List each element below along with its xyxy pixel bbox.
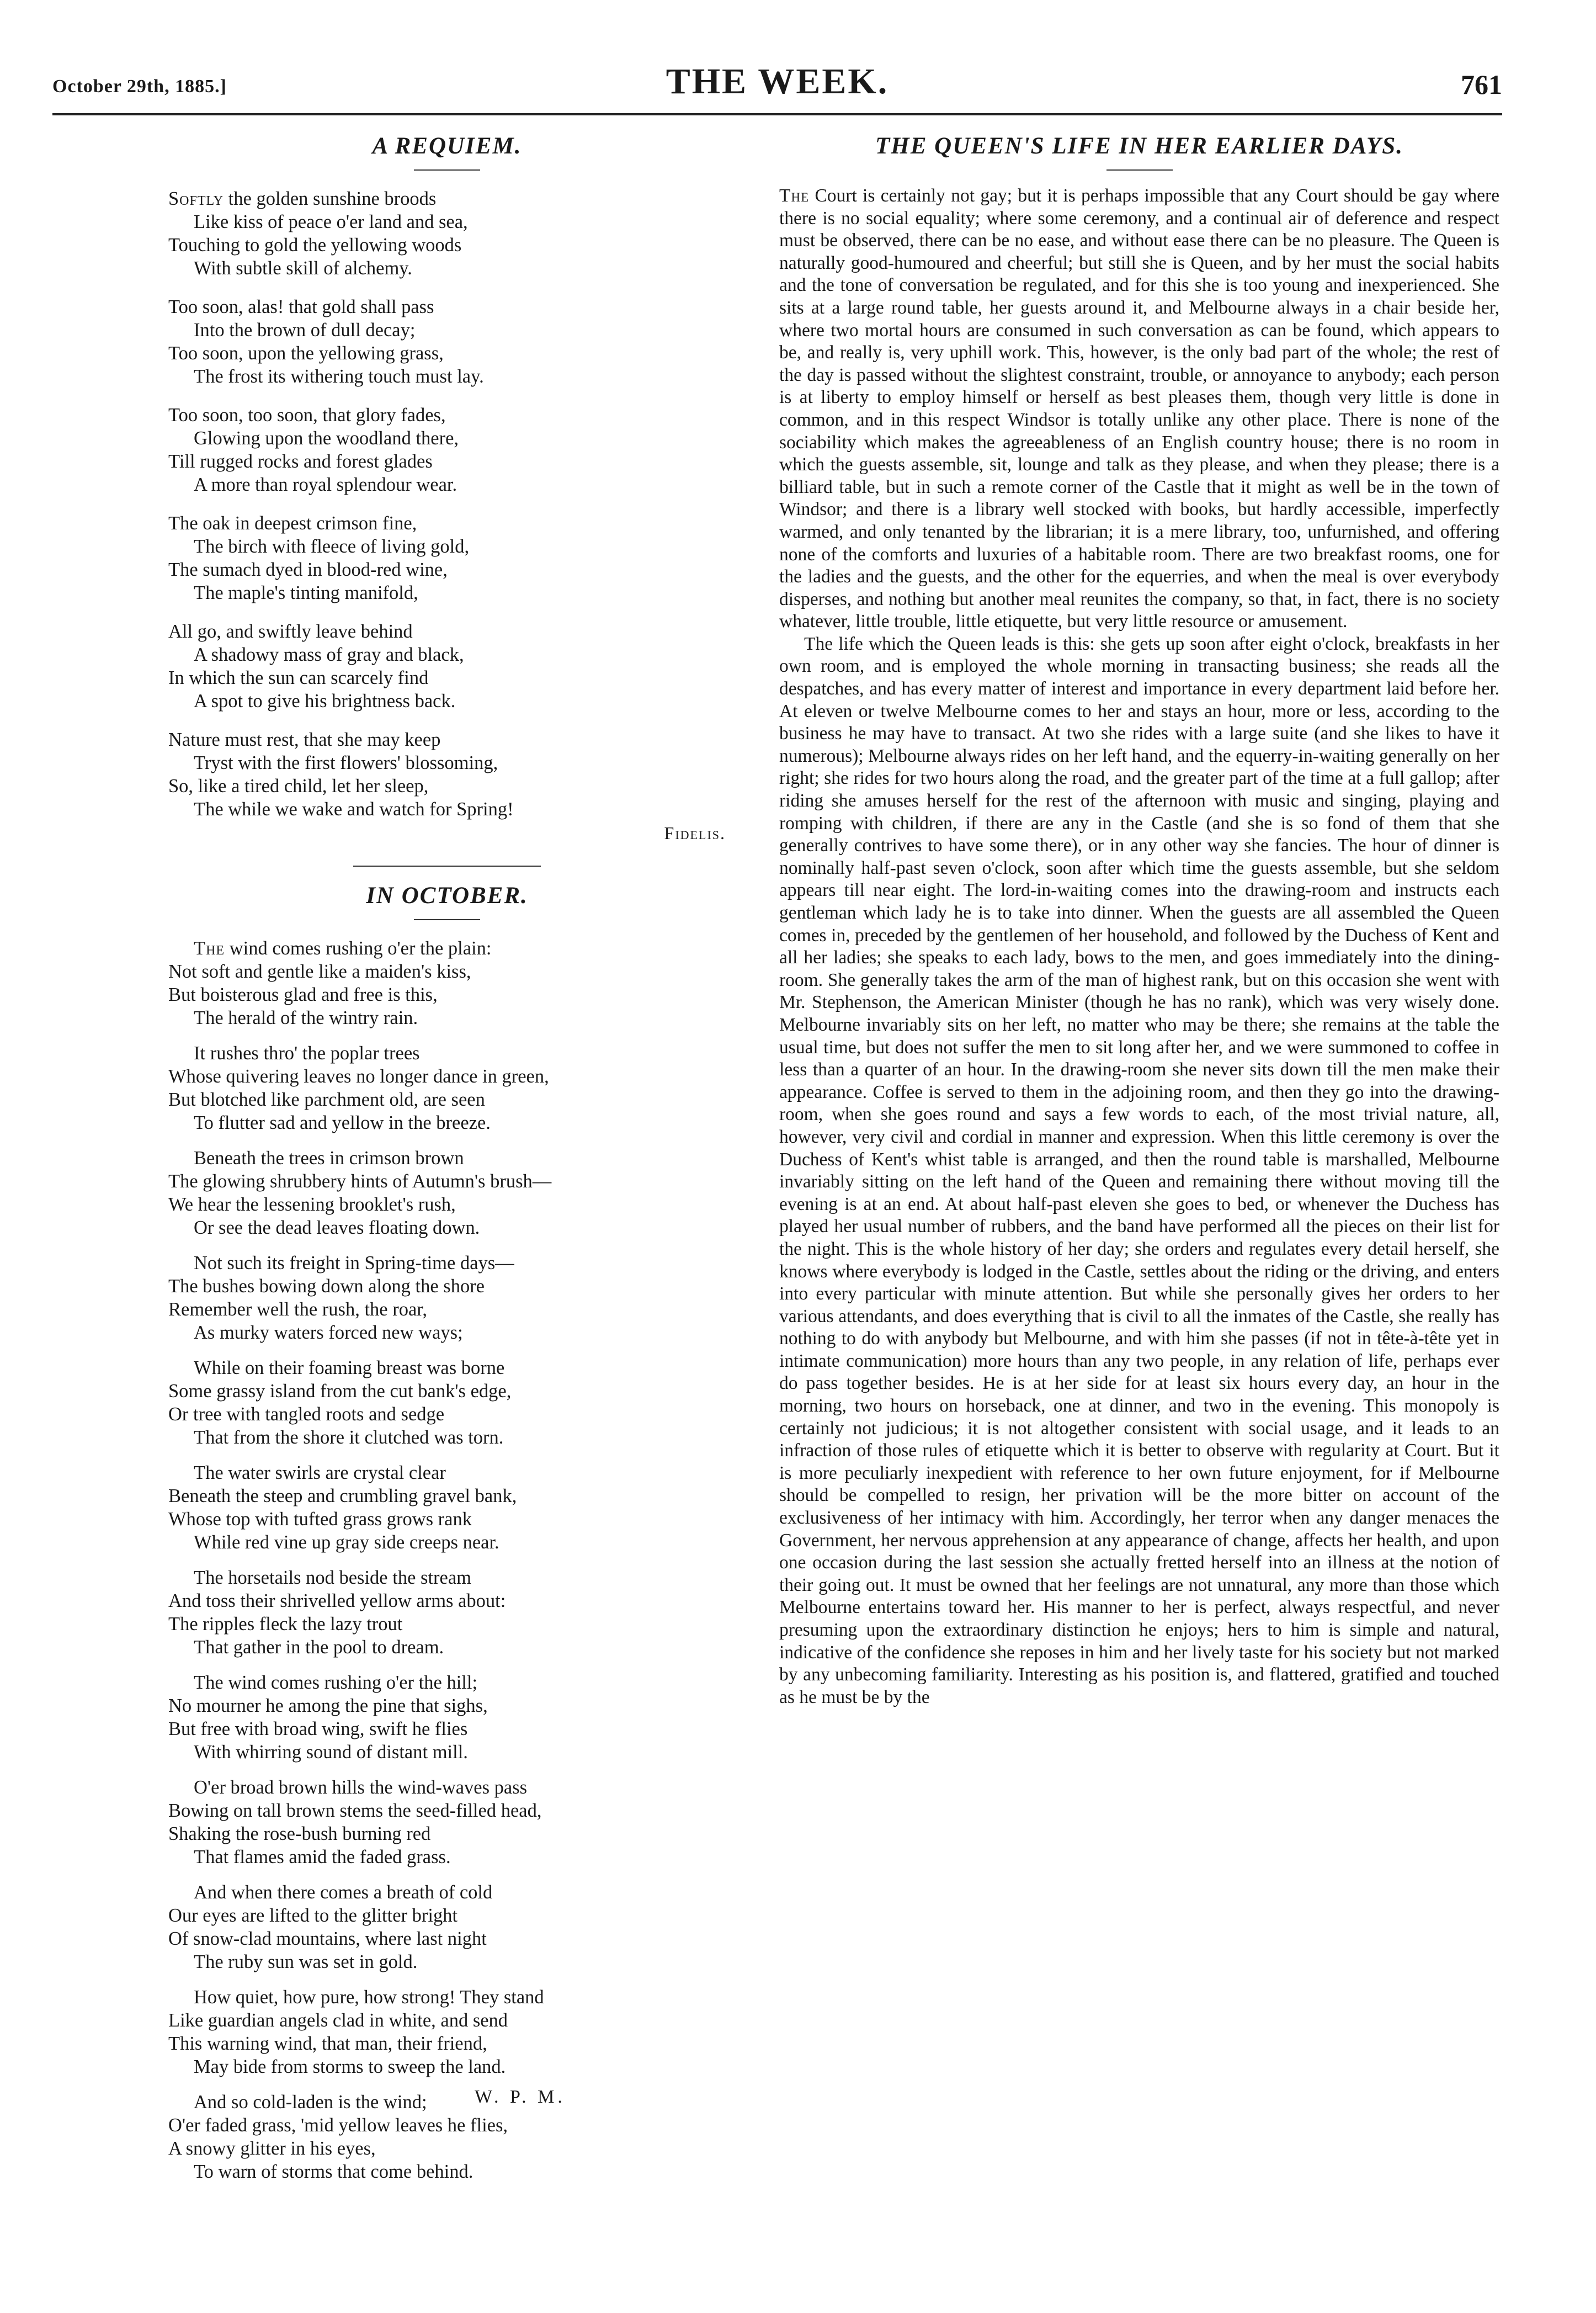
october-stanza <box>168 1881 726 1974</box>
october-stanza <box>168 1671 726 1764</box>
poem-line: While on their foaming breast was borne <box>194 1357 505 1378</box>
poem-line: So, like a tired child, let her sleep, <box>168 776 429 797</box>
poem-line: Touching to gold the yellowing woods <box>168 235 462 256</box>
title-rule <box>414 169 480 171</box>
poem-line: The ripples fleck the lazy trout <box>168 1614 403 1635</box>
october-stanza <box>168 1251 726 1344</box>
poem-line: Shaking the rose-bush burning red <box>168 1823 431 1844</box>
poem-line: Not such its freight in Spring-time days— <box>194 1253 514 1274</box>
poem-line: A spot to give his brightness back. <box>194 691 456 712</box>
essay-paragraph: The life which the Queen leads is this: she gets up soon after eight o'clock, breakfasts in her own room, and is employed the whole morning in transacting business; she reads all the despatches, and has every matter of interest and importance in every department laid before her. At eleven or twelve Melbourne comes to her and stays an hour, more or less, according to the business he may have to transact. At two she rides with a large suite (and she likes to have it numerous); Melbourne always rides on her left hand, and the equerry-in-waiting generally on her right; she rides for two hours along the road, and the greater part of the time at a full gallop; after riding she amuses herself for the rest of the afternoon with music and singing, playing and romping with children, if there are any in the Castle (and she is so fond of them that she generally contrives to have some there), or in any other way she fancies. The hour of dinner is nominally half-past seven o'clock, soon after which time the guests assemble, but she seldom appears till near eight. The lord-in-waiting comes into the drawing-room and instructs each gentleman which lady he is to take into dinner. When the guests are all assembled the Queen comes in, preceded by the gentlemen of her household, and followed by the Duchess of Kent and all her ladies; she speaks to each lady, bows to the men, and goes immediately into the dining-room. She generally takes the arm of the man of highest rank, but on this occasion she went with Mr. Stephenson, the American Minister (though he has no rank), which was very wisely done. Melbourne invariably sits on her left, no matter who may be there; she remains at the table the usual time, but does not suffer the men to sit long after her, and we were summoned to coffee in less than a quarter of an hour. In the drawing-room she never sits down till the men make their appearance. Coffee is served to them in the adjoining room, and then they go into the drawing-room, when she goes round and says a few words to each, of the most trivial nature, all, however, very civil and cordial in manner and expression. When this little ceremony is over the Duchess of Kent's whist table is arranged, and then the round table is marshalled, Melbourne invariably sitting on the left hand of the Queen and remaining there without moving till the evening is at an end. At about half-past eleven she goes to bed, or whenever the Duchess has played her usual number of rubbers, and the band have performed all the pieces on their list for the night. This is the whole history of her day; she orders and regulates every detail herself, she knows where everybody is lodged in the Castle, settles about the riding or the driving, and enters into every particular with minute attention. But while she personally gives her orders to her various attendants, and does everything that is civil to all the inmates of the Castle, she really has nothing to do with anybody but Melbourne, and with him she passes (if not in tête-à-tête yet in intimate communication) more hours than any two people, in any relation of life, perhaps ever do pass together besides. He is at her side for at least six hours every day, an hour in the morning, two hours on horseback, one at dinner, and two in the evening. This monopoly is certainly not judicious; it is not altogether consistent with social usage, and it leads to an infraction of those rules of etiquette which it is better to observe with regularity at Court. But it is more peculiarly inexpedient with reference to her own future enjoyment, for if Melbourne should be compelled to resign, her privation will be the more bitter on account of the exclusiveness of her intimacy with him. Accordingly, her terror when any danger menaces the Government, her nervous apprehension at any appearance of change, affects her health, and upon one occasion during the last session she actually fretted herself into an illness at the notion of their going out. It must be owned that her feelings are not unnatural, any more than those which Melbourne entertains toward her. His manner to her is perfect, always respectful, and never presuming upon the extraordinary distinction he enjoys; hers to him is simple and natural, indicative of the confidence she reposes in him and her lively taste for his society but not marked by any unbecoming familiarity. Interesting as his position is, and flattered, gratified and touched as he must be by the <box>779 633 1499 1707</box>
poem-line: The herald of the wintry rain. <box>194 1007 418 1028</box>
poem-line: To flutter sad and yellow in the breeze. <box>194 1112 491 1133</box>
masthead-rule <box>52 113 1502 115</box>
poem-line: The horsetails nod beside the stream <box>194 1567 471 1588</box>
poem-line: With whirring sound of distant mill. <box>194 1742 468 1763</box>
poem-line: Our eyes are lifted to the glitter bright <box>168 1905 458 1926</box>
requiem-stanza <box>168 512 726 604</box>
poem-line: No mourner he among the pine that sighs, <box>168 1695 488 1716</box>
october-stanza <box>168 1147 726 1239</box>
poem-line: But boisterous glad and free is this, <box>168 984 438 1005</box>
poem-line: The wind comes rushing o'er the plain: <box>194 938 492 959</box>
poem-line: Like kiss of peace o'er land and sea, <box>194 211 468 232</box>
poem-line: The glowing shrubbery hints of Autumn's brush— <box>168 1171 552 1192</box>
poem-line: That from the shore it clutched was torn. <box>194 1427 504 1448</box>
poem-line: The wind comes rushing o'er the hill; <box>194 1672 478 1693</box>
poem-line: All go, and swiftly leave behind <box>168 621 413 642</box>
poem-line: Beneath the steep and crumbling gravel bank, <box>168 1486 517 1506</box>
essay-title: THE QUEEN'S LIFE IN HER EARLIER DAYS. <box>875 133 1403 159</box>
requiem-signature: Fidelis. <box>664 823 726 843</box>
requiem-title: A REQUIEM. <box>372 133 522 159</box>
page-number: 761 <box>1461 69 1502 100</box>
requiem-stanza <box>168 295 726 388</box>
poem-line: O'er faded grass, 'mid yellow leaves he flies, <box>168 2115 508 2136</box>
poem-line: A snowy glitter in his eyes, <box>168 2138 376 2159</box>
poem-line: And toss their shrivelled yellow arms about: <box>168 1590 506 1611</box>
october-stanza <box>168 1566 726 1659</box>
poem-line: Or tree with tangled roots and sedge <box>168 1404 445 1425</box>
poem-line: The oak in deepest crimson fine, <box>168 513 417 534</box>
poem-line: The water swirls are crystal clear <box>194 1462 446 1483</box>
poem-line: But free with broad wing, swift he flies <box>168 1718 468 1739</box>
poem-line: And when there comes a breath of cold <box>194 1882 493 1903</box>
poem-line: Beneath the trees in crimson brown <box>194 1148 464 1169</box>
poem-line: Nature must rest, that she may keep <box>168 729 441 750</box>
poem-line: In which the sun can scarcely find <box>168 667 429 688</box>
essay-paragraph: The Court is certainly not gay; but it is perhaps impossible that any Court should be gay where there is no social equality; where some ceremony, and a continual air of deference and respect must be observed, there can be no ease, and without ease there can be no pleasure. The Queen is naturally good-humoured and cheerful; but still she is Queen, and by her must the social habits and the tone of conversation be regulated, and for this she is too young and inexperienced. She sits at a large round table, her guests around it, and Melbourne always in a chair beside her, where two mortal hours are consumed in such conversation as can be found, which appears to be, and really is, very uphill work. This, however, is the only bad part of the whole; the rest of the day is passed without the slightest constraint, trouble, or annoyance to anybody; each person is at liberty to employ himself or herself as best pleases them, though very little is done in common, and in this respect Windsor is totally unlike any other place. There is none of the sociability which makes the agreeableness of an English country house; there is no room in which the guests assemble, sit, lounge and talk as they please, and when they please; there is a billiard table, but in such a remote corner of the Castle that it might as well be in the town of Windsor; and there is a library well stocked with books, but hardly accessible, imperfectly warmed, and only tenanted by the librarian; it is a mere library, too, unfurnished, and offering none of the comforts and luxuries of a habitable room. There are two breakfast rooms, one for the ladies and the guests, and the other for the equerries, and when the meal is over everybody disperses, and nothing but another meal reunites the company, so that, in fact, there is no society whatever, little trouble, little etiquette, but very little resource or amusement. <box>779 185 1499 632</box>
poetry-column <box>168 132 726 2183</box>
issue-date: October 29th, 1885.] <box>52 76 227 97</box>
poem-line: We hear the lessening brooklet's rush, <box>168 1194 456 1215</box>
poem-line: Glowing upon the woodland there, <box>194 428 459 449</box>
poem-line: The bushes bowing down along the shore <box>168 1276 485 1297</box>
poem-line: Tryst with the first flowers' blossoming, <box>194 752 498 773</box>
poem-line: Of snow-clad mountains, where last night <box>168 1928 487 1949</box>
requiem-stanza <box>168 404 726 496</box>
requiem-stanza <box>168 187 726 280</box>
poem-line: But blotched like parchment old, are seen <box>168 1089 485 1110</box>
october-stanza <box>168 1776 726 1869</box>
october-stanza <box>168 1356 726 1449</box>
poem-line: And so cold-laden is the wind; <box>194 2092 427 2113</box>
poem-line: That gather in the pool to dream. <box>194 1637 444 1658</box>
poem-line: Not soft and gentle like a maiden's kiss, <box>168 961 471 982</box>
poem-line: Or see the dead leaves floating down. <box>194 1217 480 1238</box>
october-stanza <box>168 1986 726 2078</box>
requiem-stanza <box>168 728 726 821</box>
poem-line: Too soon, alas! that gold shall pass <box>168 296 434 317</box>
october-stanza <box>168 1461 726 1554</box>
poem-line: The while we wake and watch for Spring! <box>194 799 514 820</box>
poem-line: The ruby sun was set in gold. <box>194 1951 418 1972</box>
poem-line: How quiet, how pure, how strong! They stand <box>194 1987 544 2008</box>
poem-line: The birch with fleece of living gold, <box>194 536 470 557</box>
poem-line: Whose top with tufted grass grows rank <box>168 1509 472 1530</box>
requiem-stanza <box>168 620 726 713</box>
poem-line: The frost its withering touch must lay. <box>194 366 484 387</box>
poem-line: To warn of storms that come behind. <box>194 2161 474 2182</box>
poem-line: Some grassy island from the cut bank's edge, <box>168 1381 512 1402</box>
poem-line: Whose quivering leaves no longer dance in green, <box>168 1066 549 1087</box>
poem-line: Till rugged rocks and forest glades <box>168 451 433 472</box>
poem-line: As murky waters forced new ways; <box>194 1322 463 1343</box>
poem-line: The maple's tinting manifold, <box>194 582 418 603</box>
poem-line: Like guardian angels clad in white, and send <box>168 2010 508 2031</box>
section-divider <box>353 866 541 867</box>
october-stanza <box>168 2091 726 2183</box>
lead-word: Softly <box>168 188 224 209</box>
masthead <box>52 61 1502 110</box>
october-stanza <box>168 1042 726 1134</box>
title-rule <box>1106 169 1173 171</box>
lead-word: The <box>194 938 225 959</box>
poem-line: Into the brown of dull decay; <box>194 320 416 341</box>
poem-line: A more than royal splendour wear. <box>194 474 457 495</box>
poem-line: Remember well the rush, the roar, <box>168 1299 428 1320</box>
poem-line: Too soon, too soon, that glory fades, <box>168 405 446 426</box>
poem-line: O'er broad brown hills the wind-waves pass <box>194 1777 528 1798</box>
poem-line: It rushes thro' the poplar trees <box>194 1043 420 1064</box>
essay-column <box>779 132 1499 1709</box>
title-rule <box>414 919 480 920</box>
poem-line: Softly the golden sunshine broods <box>168 188 437 209</box>
poem-line: A shadowy mass of gray and black, <box>194 644 464 665</box>
october-stanza <box>168 937 726 1030</box>
october-signature: W. P. M. <box>475 2087 566 2107</box>
poem-line: That flames amid the faded grass. <box>194 1847 451 1868</box>
poem-line: May bide from storms to sweep the land. <box>194 2056 506 2077</box>
poem-line: This warning wind, that man, their friend, <box>168 2033 487 2054</box>
october-title: IN OCTOBER. <box>366 883 528 909</box>
poem-line: While red vine up gray side creeps near. <box>194 1532 499 1553</box>
poem-line: Too soon, upon the yellowing grass, <box>168 343 444 364</box>
lead-word: The <box>779 185 810 206</box>
poem-line: Bowing on tall brown stems the seed-filled head, <box>168 1800 542 1821</box>
poem-line: With subtle skill of alchemy. <box>194 258 412 279</box>
publication-title: THE WEEK. <box>666 61 889 102</box>
poem-line: The sumach dyed in blood-red wine, <box>168 559 448 580</box>
